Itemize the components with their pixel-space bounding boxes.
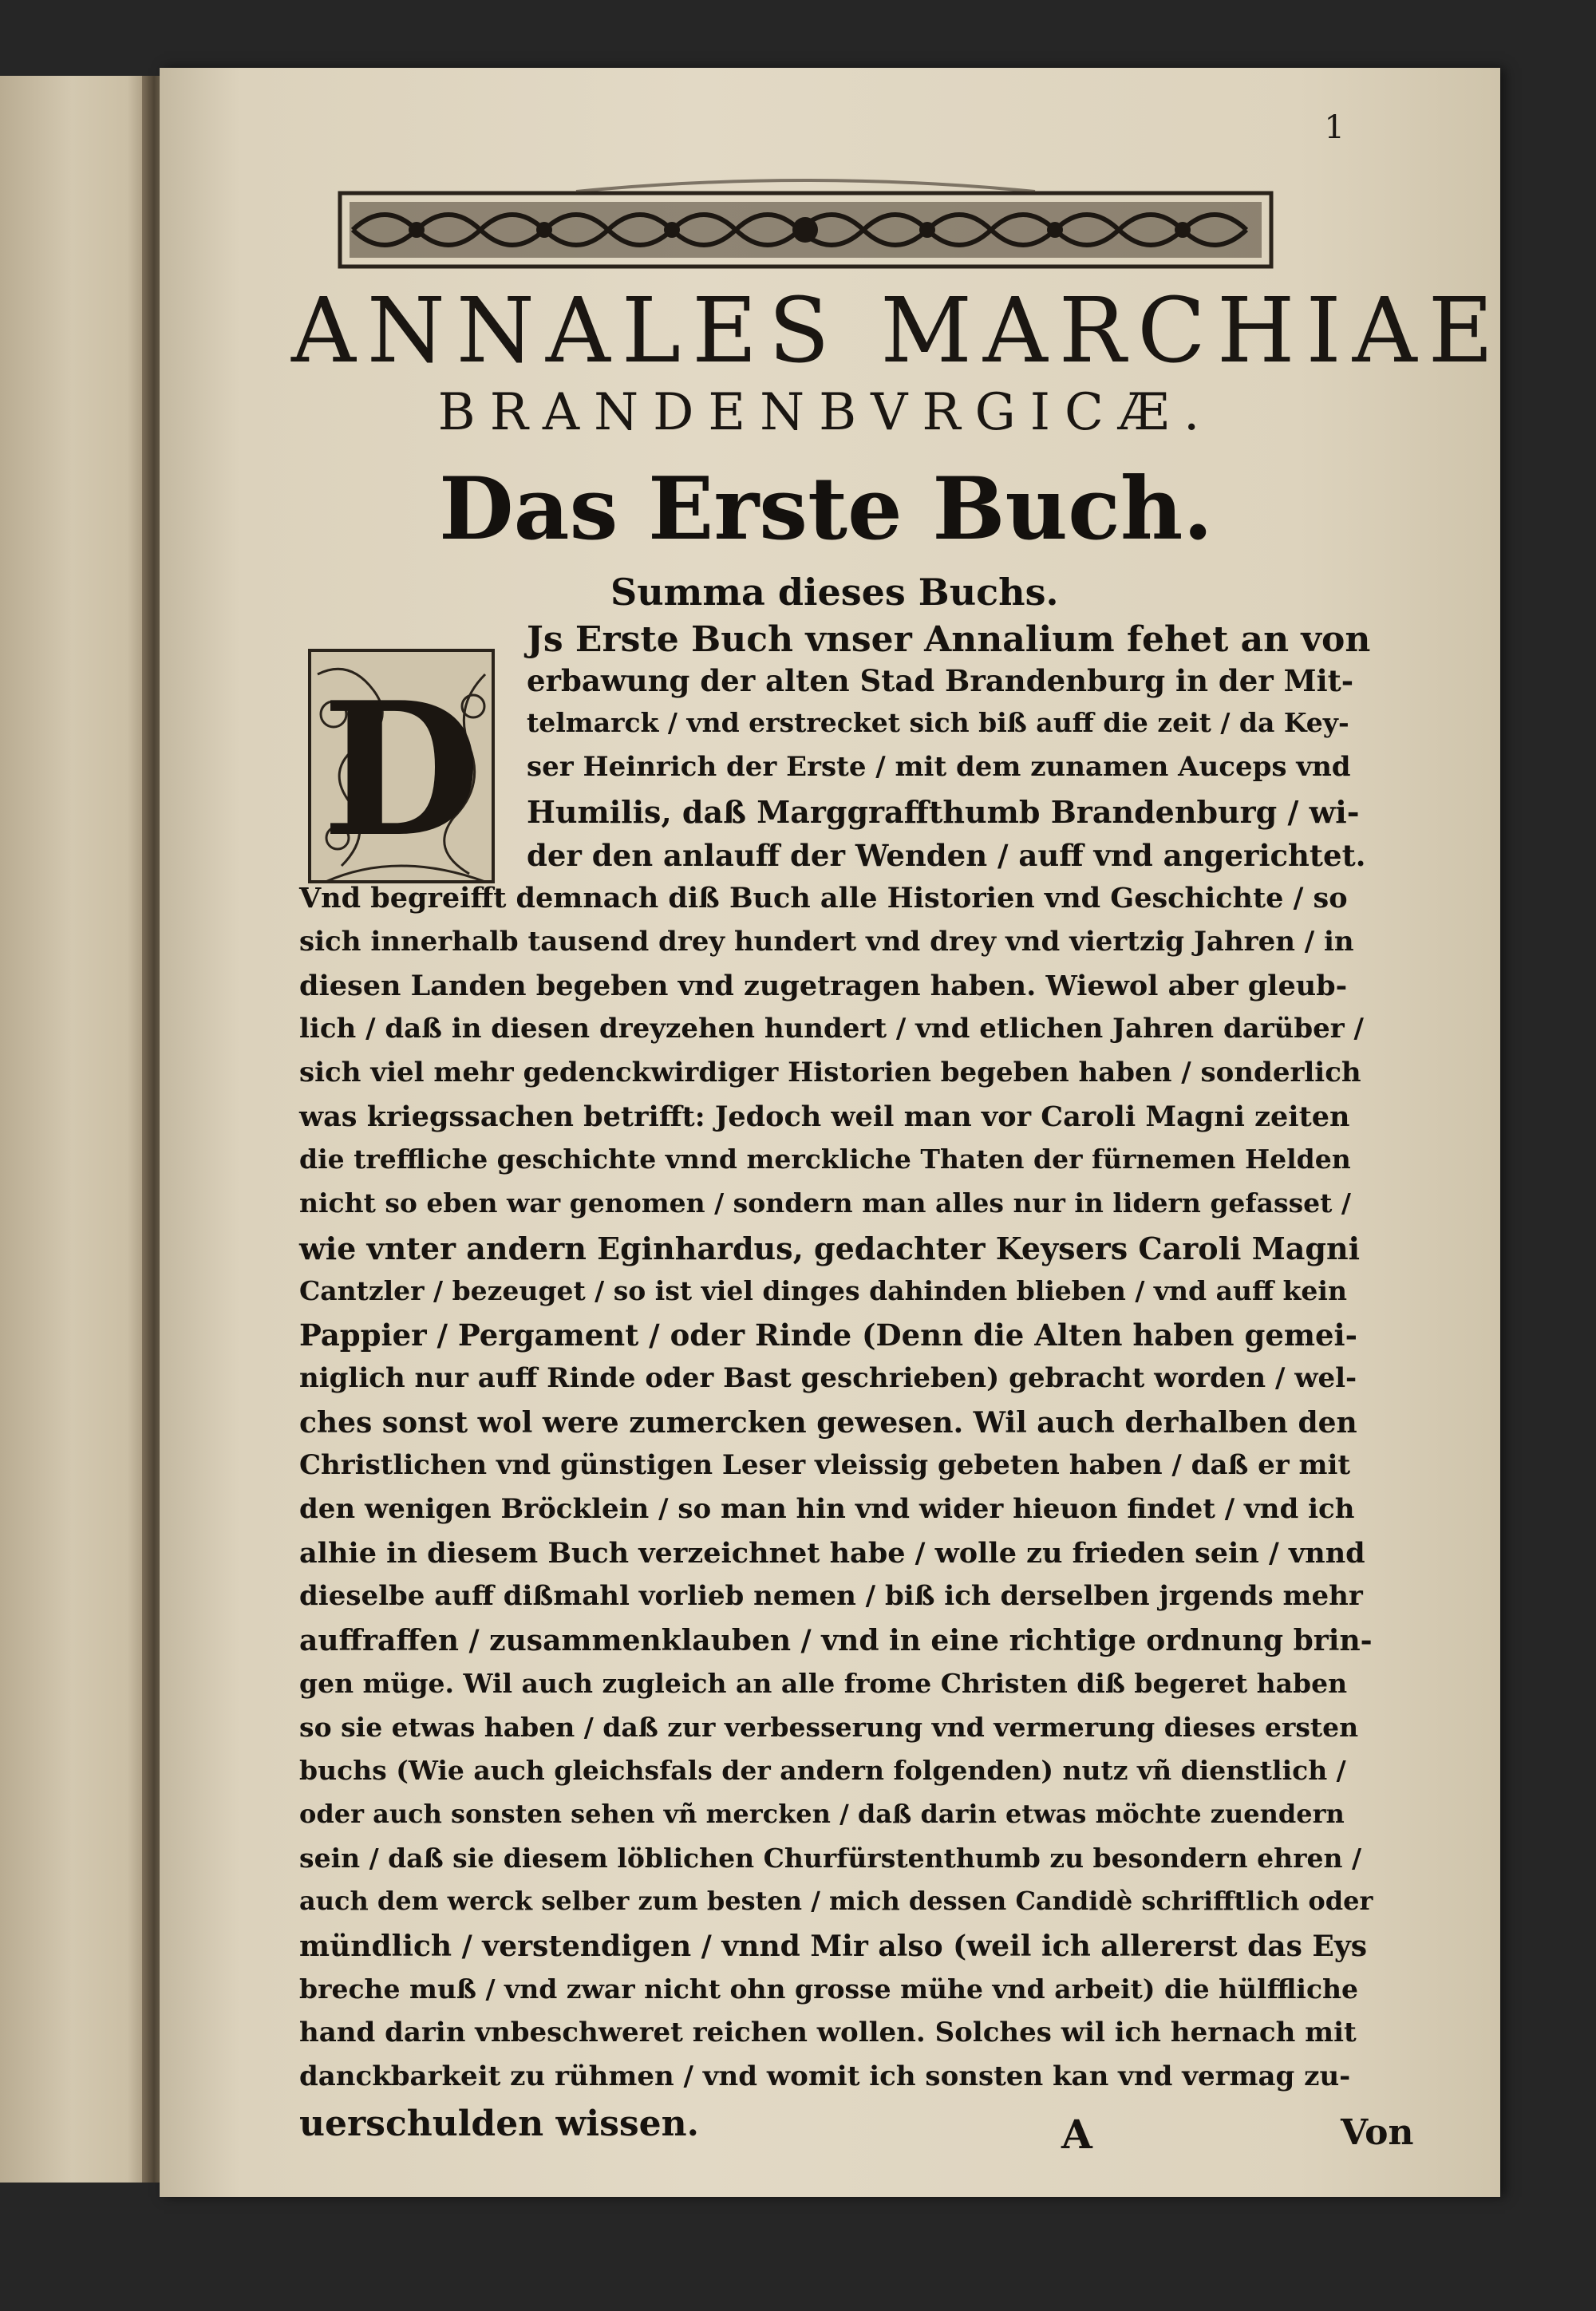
document-page xyxy=(160,68,1505,2197)
body-line: Christlichen vnd günstigen Leser vleissig gebeten haben / daß er mit xyxy=(299,1449,1351,1482)
body-line: so sie etwas haben / daß zur verbesserung vnd vermerung dieses ersten xyxy=(299,1711,1359,1743)
body-line: ser Heinrich der Erste / mit dem zunamen Auceps vnd xyxy=(527,751,1351,784)
body-line: gen müge. Wil auch zugleich an alle frome Christen diß begeret haben xyxy=(299,1667,1348,1699)
body-line: oder auch sonsten sehen vñ mercken / daß darin etwas möchte zuendern xyxy=(299,1798,1345,1829)
body-line: lich / daß in diesen dreyzehen hundert / vnd etlichen Jahren darüber / xyxy=(299,1013,1364,1045)
body-line: Js Erste Buch vnser Annalium fehet an von xyxy=(527,619,1371,660)
body-line: sich viel mehr gedenckwirdiger Historien begeben haben / sonderlich xyxy=(299,1057,1361,1088)
body-line: ches sonst wol were zumercken gewesen. Wil auch derhalben den xyxy=(299,1405,1357,1440)
signature-mark: A xyxy=(1061,2111,1092,2158)
body-line: die treffliche geschichte vnnd merckliche Thaten der fürnemen Helden xyxy=(299,1144,1351,1175)
facing-page-edge xyxy=(0,76,160,2183)
body-line: sein / daß sie diesem löblichen Churfürstenthumb zu besondern ehren / xyxy=(299,1842,1362,1874)
page-subtitle: BRANDENBVRGICÆ. xyxy=(437,383,1215,442)
summary-heading: Summa dieses Buchs. xyxy=(610,571,1059,614)
body-line: dieselbe auff dißmahl vorlieb nemen / biß ich derselben jrgends mehr xyxy=(299,1580,1363,1613)
body-line: mündlich / verstendigen / vnnd Mir also (weil ich allererst das Eys xyxy=(299,1930,1368,1963)
body-line: was kriegssachen betrifft: Jedoch weil man vor Caroli Magni zeiten xyxy=(299,1100,1350,1133)
body-text xyxy=(160,68,1505,2197)
body-line: auch dem werck selber zum besten / mich dessen Candidè schrifftlich oder xyxy=(299,1886,1373,1917)
body-line: alhie in diesem Buch verzeichnet habe / wolle zu frieden sein / vnnd xyxy=(299,1536,1365,1570)
body-line: Humilis, daß Marggraffthumb Brandenburg / wi- xyxy=(527,793,1360,830)
svg-text:D: D xyxy=(322,662,481,878)
book-heading: Das Erste Buch. xyxy=(439,459,1213,559)
body-line: hand darin vnbeschweret reichen wollen. Solches wil ich hernach mit xyxy=(299,2017,1357,2049)
page-title: ANNALES MARCHIAE xyxy=(291,279,1505,383)
body-line: nicht so eben war genomen / sondern man alles nur in lidern gefasset / xyxy=(299,1187,1351,1219)
catchword: Von xyxy=(1341,2112,1414,2153)
body-line: den wenigen Bröcklein / so man hin vnd wider hieuon findet / vnd ich xyxy=(299,1493,1355,1525)
body-line: telmarck / vnd erstrecket sich biß auff die zeit / da Key- xyxy=(527,707,1349,739)
body-line: wie vnter andern Eginhardus, gedachter Keysers Caroli Magni xyxy=(299,1230,1361,1266)
body-line: sich innerhalb tausend drey hundert vnd drey vnd viertzig Jahren / in xyxy=(299,925,1354,958)
body-line: breche muß / vnd zwar nicht ohn grosse mühe vnd arbeit) die hülffliche xyxy=(299,1973,1359,2005)
body-line: Cantzler / bezeuget / so ist viel dinges dahinden blieben / vnd auff kein xyxy=(299,1274,1347,1306)
body-line: danckbarkeit zu rühmen / vnd womit ich sonsten kan vnd vermag zu- xyxy=(299,2060,1351,2093)
body-line: auffraffen / zusammenklauben / vnd in eine richtige ordnung brin- xyxy=(299,1624,1373,1658)
body-line: uerschulden wissen. xyxy=(299,2103,699,2144)
body-line: erbawung der alten Stad Brandenburg in der Mit- xyxy=(527,662,1354,698)
body-line: Vnd begreifft demnach diß Buch alle Historien vnd Geschichte / so xyxy=(299,882,1348,915)
body-line: buchs (Wie auch gleichsfals der andern folgenden) nutz vñ dienstlich / xyxy=(299,1755,1346,1787)
body-line: niglich nur auff Rinde oder Bast geschrieben) gebracht worden / wel- xyxy=(299,1361,1357,1394)
folio-number: 1 xyxy=(1324,109,1345,146)
body-line: diesen Landen begeben vnd zugetragen haben. Wiewol aber gleub- xyxy=(299,969,1348,1002)
body-line: Pappier / Pergament / oder Rinde (Denn die Alten haben gemei- xyxy=(299,1317,1357,1353)
body-line: der den anlauff der Wenden / auff vnd angerichtet. xyxy=(527,837,1366,873)
